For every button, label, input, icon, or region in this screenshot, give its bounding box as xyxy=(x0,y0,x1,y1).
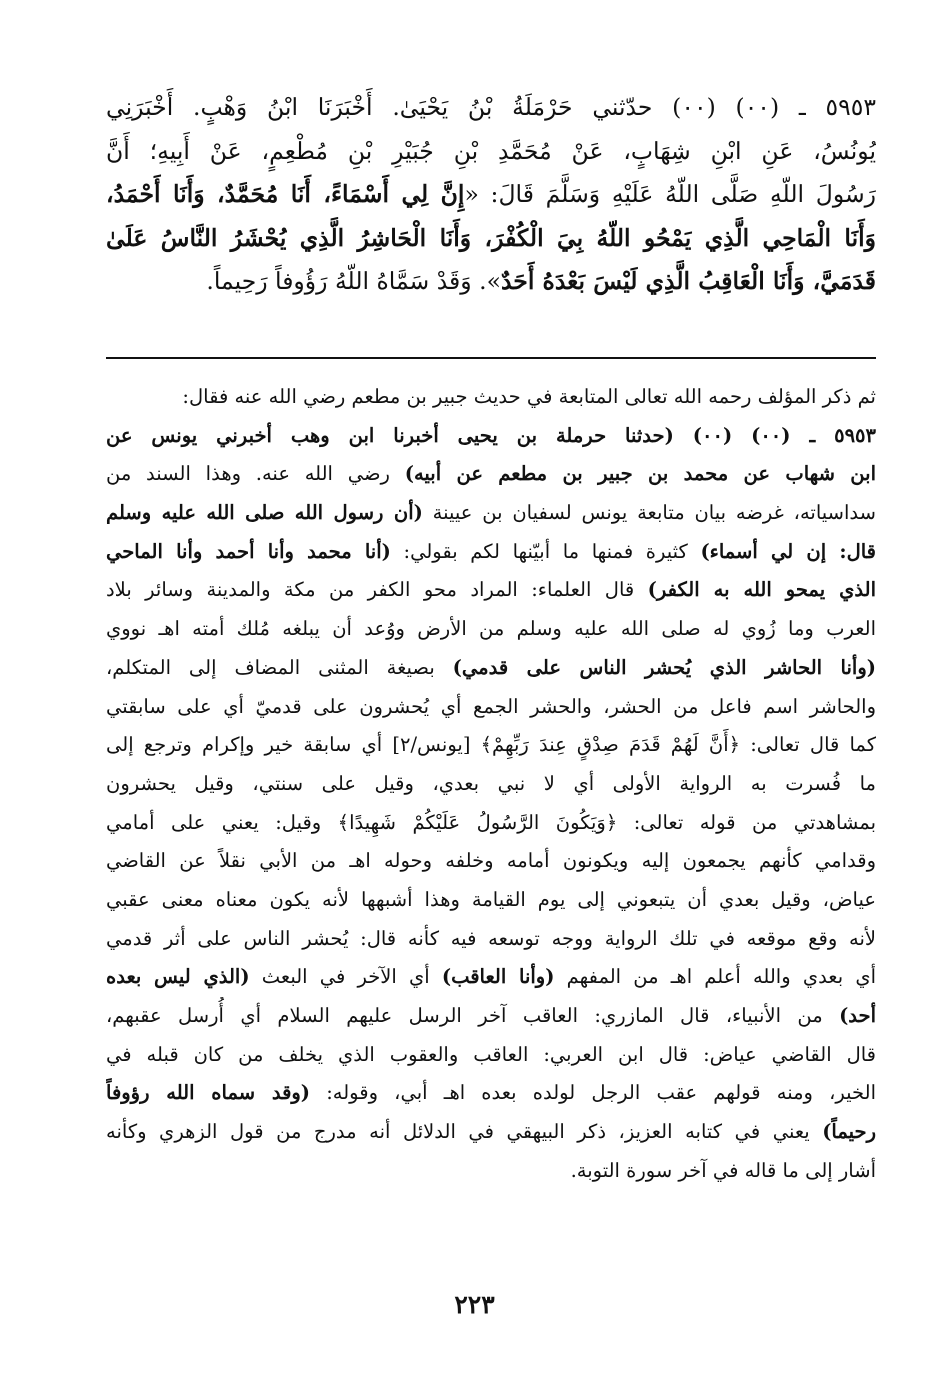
commentary-segment-bold: ابن شهاب عن محمد بن جبير بن مطعم عن أبيه) xyxy=(404,462,876,486)
commentary-line xyxy=(106,378,876,417)
commentary-segment: رضي الله عنه. وهذا السند من xyxy=(106,462,405,486)
hadith-segment: ٥٩٥٣ ـ (٠٠) (٠٠) حدّثني حَرْمَلَةُ بْنُ يَحْيَىٰ. أَخْبَرَنَا ابْنُ وَهْبٍ. أَخْبَرَنِي xyxy=(106,93,876,121)
commentary-line xyxy=(106,688,876,727)
commentary-segment-bold: (أنا محمد وأنا أحمد وأنا الماحي xyxy=(106,539,391,563)
commentary-segment: الخير، ومنه قولهم عقب الرجل لولده بعده اهـ أبي، وقوله: xyxy=(310,1081,876,1105)
commentary-segment: كثيرة فمنها ما أبيّنها لكم بقولي: xyxy=(390,539,701,563)
commentary-line xyxy=(106,842,876,881)
commentary-segment-bold: الذي يمحو الله به الكفر) xyxy=(647,578,876,602)
commentary-segment: ثم ذكر المؤلف رحمه الله تعالى المتابعة في حديث جبير بن مطعم رضي الله عنه فقال: xyxy=(182,385,876,408)
section-divider xyxy=(106,357,876,359)
commentary-line xyxy=(106,765,876,804)
hadith-line xyxy=(106,217,876,261)
commentary-segment: أي الآخر في البعث xyxy=(249,965,442,989)
commentary-line xyxy=(106,571,876,610)
commentary-line xyxy=(106,997,876,1036)
hadith-segment-bold: قَدَمَيَّ، وَأَنَا الْعَاقِبُ الَّذِي لَيْسَ بَعْدَهُ أَحَدٌ xyxy=(500,267,876,295)
hadith-segment: رَسُولَ اللّهِ صَلَّى اللّهُ عَلَيْهِ وَسَلَّمَ قَالَ: « xyxy=(464,180,876,208)
commentary-segment-bold: ٥٩٥٣ ـ (٠٠) (٠٠) (حدثنا حرملة بن يحيى أخبرنا ابن وهب أخبرني يونس عن xyxy=(106,423,876,447)
commentary-segment-bold: (الذي ليس بعده xyxy=(106,965,250,989)
commentary-segment: العرب وما زُوي له صلى الله عليه وسلم من الأرض ووُعد أن يبلغه مُلك أمته اهـ نووي xyxy=(106,617,876,641)
commentary-line xyxy=(106,649,876,688)
commentary-segment: كما قال تعالى: ﴿أَنَّ لَهُمْ قَدَمَ صِدْقٍ عِندَ رَبِّهِمْ﴾ [يونس/٢] أي سابقة خير وإكرام وترجع إلى xyxy=(106,733,876,757)
hadith-line xyxy=(106,173,876,217)
commentary-line xyxy=(106,610,876,649)
commentary-line xyxy=(106,726,876,765)
commentary-segment-bold: أحد) xyxy=(839,1004,876,1027)
hadith-line xyxy=(106,130,876,174)
commentary-segment: ما فُسرت به الرواية الأولى أي لا نبي بعدي، وقيل على سنتي، وقيل يحشرون xyxy=(106,771,876,795)
commentary-line xyxy=(106,1152,876,1191)
commentary-line xyxy=(106,804,876,843)
commentary-segment: عياض، وقيل بعدي أن يتبعوني إلى يوم القيامة وهذا أشبهها لأنه يكون معناه معنى عقبي xyxy=(106,887,876,911)
commentary-segment: سداسياته، غرضه بيان متابعة يونس لسفيان بن عيينة xyxy=(422,501,876,525)
commentary-line xyxy=(106,455,876,494)
commentary-segment: قال العلماء: المراد محو الكفر من مكة والمدينة وسائر بلاد xyxy=(106,578,648,602)
commentary-text xyxy=(106,378,876,1190)
commentary-segment: لأنه وقع موقعه في تلك الرواية ووجه توسعه فيه كأنه قال: يُحشر الناس على أثر قدمي xyxy=(106,926,876,950)
commentary-segment: قال القاضي عياض: قال ابن العربي: العاقب والعقوب الذي يخلف من كان قبله في xyxy=(106,1042,876,1066)
commentary-line xyxy=(106,881,876,920)
commentary-segment: بمشاهدتي من قوله تعالى: ﴿وَيَكُونَ الرَّسُولُ عَلَيْكُمْ شَهِيدًا﴾ وقيل: يعني على أمامي xyxy=(106,810,876,834)
commentary-segment-bold: (وقد سماه الله رؤوفاً xyxy=(106,1081,311,1105)
hadith-text xyxy=(106,86,876,304)
commentary-segment: أي بعدي والله أعلم اهـ من المفهم xyxy=(554,965,876,989)
page-number: ٢٢٣ xyxy=(454,1290,495,1319)
commentary-segment: بصيغة المثنى المضاف إلى المتكلم، xyxy=(106,655,453,679)
commentary-line xyxy=(106,494,876,533)
commentary-line xyxy=(106,958,876,997)
commentary-segment-bold: (وأنا الحاشر الذي يُحشر الناس على قدمي) xyxy=(452,655,876,679)
hadith-segment: ». وَقَدْ سَمَّاهُ اللّهُ رَؤُوفاً رَحِيماً. xyxy=(206,267,501,295)
commentary-segment: أشار إلى ما قاله في آخر سورة التوبة. xyxy=(570,1158,876,1182)
commentary-segment-bold: (وأنا العاقب) xyxy=(441,965,555,989)
commentary-line xyxy=(106,920,876,959)
hadith-segment: يُونُسُ، عَنِ ابْنِ شِهَابٍ، عَنْ مُحَمَّدِ بْنِ جُبَيْرِ بْنِ مُطْعِمٍ، عَنْ أَبِيهِ؛ أَنَّ xyxy=(106,136,876,165)
commentary-segment: وقدامي كأنهم يجمعون إليه ويكونون أمامه وخلفه وحوله اهـ من الأبي نقلاً عن القاضي xyxy=(106,849,876,873)
hadith-line xyxy=(106,86,876,130)
hadith-line xyxy=(106,260,876,304)
commentary-line xyxy=(106,1036,876,1075)
commentary-segment-bold: (أن رسول الله صلى الله عليه وسلم xyxy=(106,501,423,525)
hadith-segment-bold: وَأَنَا الْمَاحِي الَّذِي يَمْحُو اللّهُ بِيَ الْكُفْرَ، وَأَنَا الْحَاشِرُ الَّذِي يُحْشَرُ النَّاسُ عَلَىٰ xyxy=(106,223,876,252)
commentary-line xyxy=(106,533,876,572)
commentary-line xyxy=(106,1113,876,1152)
commentary-segment: والحاشر اسم فاعل من الحشر، والحشر الجمع أي يُحشرون على قدميّ أي على سابقتي xyxy=(106,694,876,718)
commentary-segment: من الأنبياء، قال المازري: العاقب آخر الرسل عليهم السلام أي أُرسل عقبهم، xyxy=(106,1004,840,1027)
commentary-line xyxy=(106,1074,876,1113)
commentary-line xyxy=(106,417,876,456)
commentary-segment-bold: قال: إن لي أسماء) xyxy=(700,539,876,563)
hadith-segment-bold: إِنَّ لِي أَسْمَاءً، أَنَا مُحَمَّدٌ، وَأَنَا أَحْمَدُ، xyxy=(106,180,465,208)
commentary-segment: يعني في كتابه العزيز، ذكر البيهقي في الدلائل أنه مدرج من قول الزهري وكأنه xyxy=(106,1120,823,1144)
commentary-segment-bold: رحيماً) xyxy=(822,1120,876,1144)
